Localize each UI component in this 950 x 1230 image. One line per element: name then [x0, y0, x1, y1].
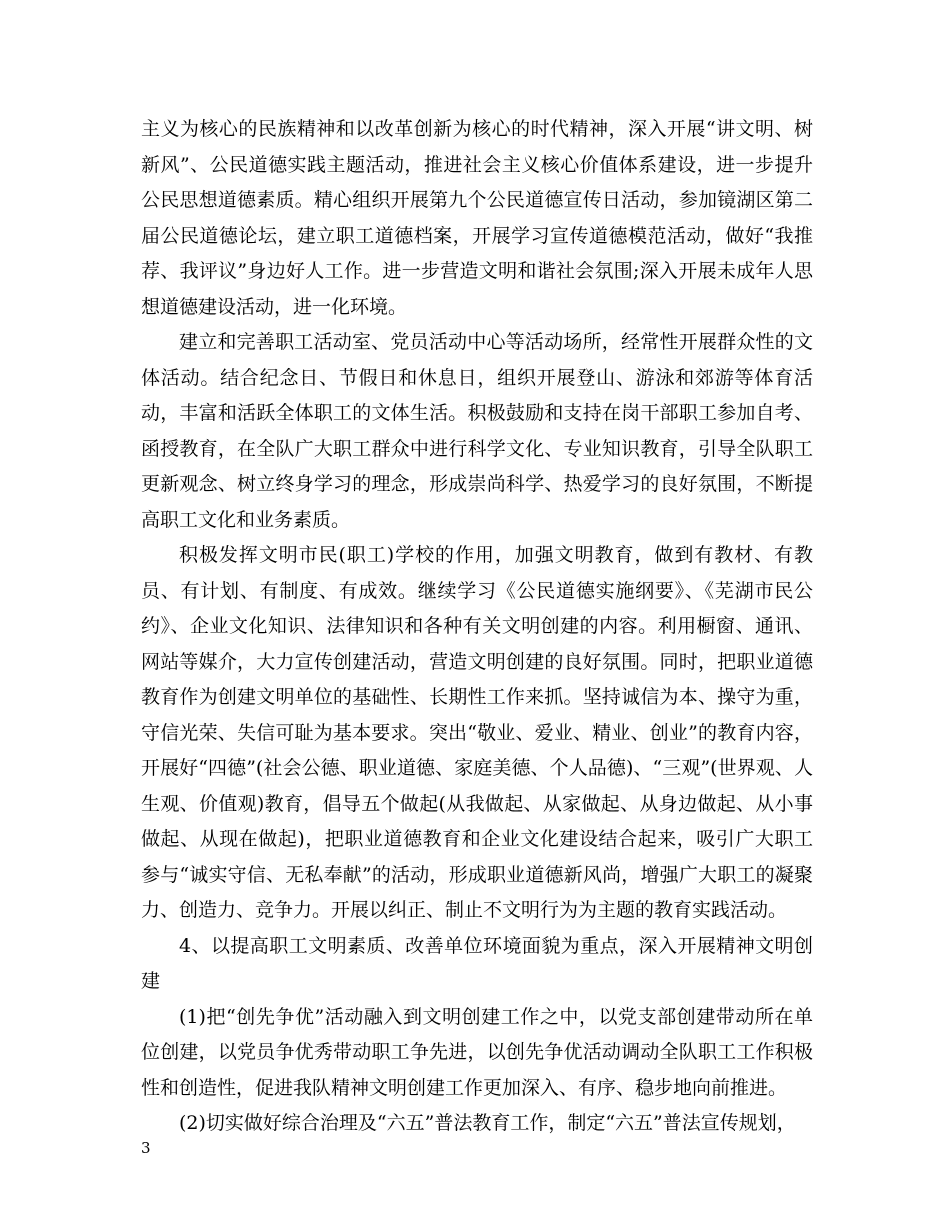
paragraph-item-2: (2)切实做好综合治理及“六五”普法教育工作，制定“六五”普法宣传规划， — [179, 1112, 796, 1134]
section-heading-4: 4、以提高职工文明素质、改善单位环境面貌为重点，深入开展精神文明创建 — [141, 934, 813, 992]
page-number: 3 — [141, 1139, 151, 1157]
paragraph-activity-rooms: 建立和完善职工活动室、党员活动中心等活动场所，经常性开展群众性的文体活动。结合纪念日、节假日和休息日，组织开展登山、游泳和郊游等体育活动，丰富和活跃全体职工的文体生活。积极鼓励和支持在岗干部职工参加自考、函授教育，在全队广大职工群众中进行科学文化、专业知识教育，引导全队职工更新观念、树立终身学习的理念，形成崇尚科学、热爱学习的良好氛围，不断提高职工文化和业务素质。 — [141, 331, 813, 531]
paragraph-continued-civic-ethics: 主义为核心的民族精神和以改革创新为核心的时代精神，深入开展“讲文明、树新风”、公民道德实践主题活动，推进社会主义核心价值体系建设，进一步提升公民思想道德素质。精心组织开展第九个公民道德宣传日活动，参加镜湖区第二届公民道德论坛，建立职工道德档案，开展学习宣传道德模范活动，做好“我推荐、我评议”身边好人工作。进一步营造文明和谐社会氛围;深入开展未成年人思想道德建设活动，进一化环境。 — [141, 118, 813, 318]
document-body — [141, 112, 813, 1142]
paragraph-civic-school: 积极发挥文明市民(职工)学校的作用，加强文明教育，做到有教材、有教员、有计划、有制度、有成效。继续学习《公民道德实施纲要》、《芜湖市民公约》、企业文化知识、法律知识和各种有关文明创建的内容。利用橱窗、通讯、网站等媒介，大力宣传创建活动，营造文明创建的良好氛围。同时，把职业道德教育作为创建文明单位的基础性、长期性工作来抓。坚持诚信为本、操守为重，守信光荣、失信可耻为基本要求。突出“敬业、爱业、精业、创业”的教育内容，开展好“四德”(社会公德、职业道德、家庭美德、个人品德)、“三观”(世界观、人生观、价值观)教育，倡导五个做起(从我做起、从家做起、从身边做起、从小事做起、从现在做起)，把职业道德教育和企业文化建设结合起来，吸引广大职工参与“诚实守信、无私奉献”的活动，形成职业道德新风尚，增强广大职工的凝聚力、创造力、竞争力。开展以纠正、制止不文明行为为主题的教育实践活动。 — [141, 544, 813, 921]
paragraph-item-1: (1)把“创先争优”活动融入到文明创建工作之中，以党支部创建带动所在单位创建，以党员争优秀带动职工争先进，以创先争优活动调动全队职工工作积极性和创造性，促进我队精神文明创建工作更加深入、有序、稳步地向前推进。 — [141, 1005, 813, 1099]
